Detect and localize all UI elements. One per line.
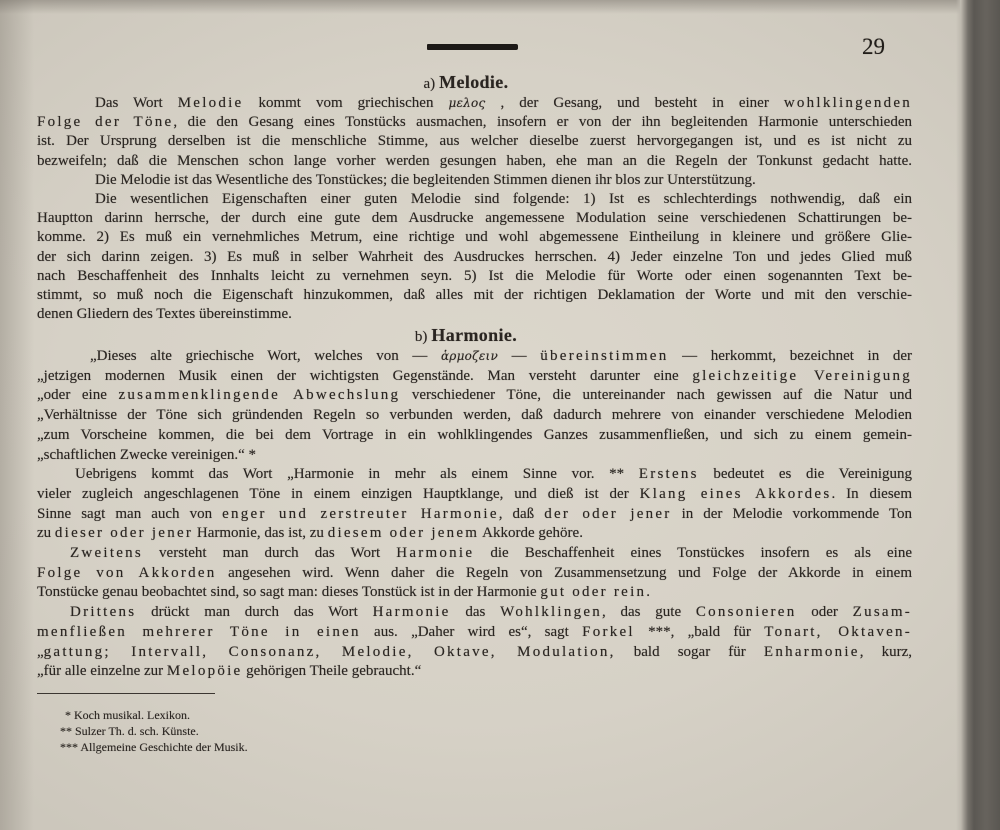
text-run: komme. 2) Es muß ein vernehmliches Metrum, eine richtige und wohl abgemessene Eintheilung in kleinere und größere Glie- bbox=[37, 229, 912, 246]
text-line bbox=[37, 248, 912, 267]
text-run: Zweitens bbox=[70, 545, 143, 562]
text-run: Die wesentlichen Eigenschaften einer guten Melodie sind folgende: 1) Ist es schlechterdings nothwendig, daß ein bbox=[95, 191, 912, 208]
text-run: bald sogar für bbox=[615, 643, 764, 660]
text-line bbox=[37, 426, 912, 446]
text-line bbox=[37, 347, 912, 367]
text-line bbox=[37, 603, 912, 623]
text-run: , das gute bbox=[602, 604, 696, 621]
text-line bbox=[37, 305, 912, 324]
text-line bbox=[37, 583, 912, 603]
footnote: ** Sulzer Th. d. sch. Künste. bbox=[60, 724, 199, 738]
text-run: Harmonie bbox=[372, 604, 451, 621]
text-line bbox=[37, 367, 912, 387]
text-line bbox=[37, 465, 912, 485]
text-run: wohlklingenden bbox=[783, 95, 912, 111]
text-run: ist. Der Ursprung derselben ist die menschliche Stimme, aus welcher dieselbe zuerst hervorgegangen ist, und es ist nicht zu bbox=[37, 133, 912, 150]
text-run: der sich darinn zeigen. 3) Es muß in selber Wahrheit des Ausdruckes herrschen. 4) Jeder einzelne Ton und jedes Glied muß bbox=[37, 248, 912, 265]
section-harmonie-text bbox=[37, 347, 912, 682]
text-run: stimmt, so muß noch die Eigenschaft hinzukommen, daß alles mit der richtigen Deklamation der Worte und mit den verschie- bbox=[37, 287, 912, 304]
text-run: Melodie bbox=[177, 95, 244, 111]
section-heading-harmonie bbox=[366, 324, 566, 346]
text-line bbox=[37, 643, 912, 663]
text-run: . In diesem bbox=[831, 485, 913, 502]
text-line bbox=[37, 190, 912, 209]
text-line bbox=[37, 505, 912, 525]
text-run: Sinne sagt man auch von bbox=[37, 505, 223, 522]
text-run: , der Gesang, und besteht in einer bbox=[485, 95, 784, 111]
section-title: Harmonie. bbox=[431, 325, 518, 345]
text-run: kommt vom griechischen bbox=[243, 95, 449, 111]
text-run: „schaftlichen Zwecke vereinigen.“ * bbox=[37, 446, 257, 463]
text-run: . bbox=[646, 584, 650, 601]
text-run: gattung; Intervall, Consonanz, Melodie, Oktave, Modulation, bbox=[43, 643, 616, 660]
scan-shadow-top bbox=[0, 0, 960, 14]
section-title: Melodie. bbox=[439, 72, 509, 92]
footnotes bbox=[60, 707, 248, 755]
page-edge-right bbox=[956, 0, 1000, 830]
text-run: bezweifeln; daß die Menschen schon lange vorher werden gesungen haben, ehe man an die Regeln der Tonkunst gedacht hatte. bbox=[37, 152, 912, 169]
text-line bbox=[37, 113, 912, 132]
text-run: oder bbox=[796, 604, 853, 621]
page-number: 29 bbox=[862, 34, 885, 59]
text-line bbox=[37, 267, 912, 286]
text-run: Wohlklingen bbox=[500, 604, 602, 621]
text-run: Klang eines Akkordes bbox=[639, 485, 832, 502]
text-run: , daß bbox=[498, 505, 545, 522]
text-run: Harmonie, das ist, zu bbox=[193, 525, 328, 542]
text-run: diesem oder jenem bbox=[327, 525, 480, 542]
text-run: versteht man durch das Wort bbox=[142, 545, 397, 562]
text-run: Enharmonie bbox=[763, 643, 860, 660]
text-run: „jetzigen modernen Musik einen der wichtigsten Gegenstände. Man versteht darunter eine bbox=[37, 367, 693, 384]
text-run: enger und zerstreuter Harmonie bbox=[222, 505, 499, 522]
header-ornament-rule bbox=[427, 44, 518, 50]
text-run: Melopöie bbox=[166, 663, 243, 680]
text-run: das bbox=[450, 604, 501, 621]
section-heading-melodie bbox=[366, 71, 566, 93]
text-run: bedeutet es die Vereinigung bbox=[698, 466, 912, 483]
text-run: in der Melodie vorkommende Ton bbox=[671, 505, 912, 522]
text-run: — bbox=[498, 348, 541, 364]
text-line bbox=[37, 386, 912, 406]
text-line bbox=[37, 485, 912, 505]
text-run: μελος bbox=[448, 96, 486, 110]
text-run: menfließen mehrerer Töne in einen bbox=[37, 623, 361, 640]
section-label: a) bbox=[423, 76, 436, 92]
text-run: Uebrigens kommt das Wort „Harmonie in mehr als einem Sinne vor. ** bbox=[75, 466, 639, 483]
text-run: ἁρμοζειν bbox=[440, 349, 499, 363]
text-run: zu bbox=[37, 525, 55, 542]
text-run: nach Beschaffenheit des Innhalts leicht zu vernehmen seyn. 5) Ist die Melodie für Worte oder einen sogenannten Text be- bbox=[37, 267, 912, 284]
text-run: übereinstimmen bbox=[540, 348, 669, 364]
text-line bbox=[37, 544, 912, 564]
text-run: Tonart, Oktaven- bbox=[764, 623, 913, 640]
text-run: gleichzeitige Vereinigung bbox=[692, 367, 913, 384]
text-line bbox=[37, 524, 912, 544]
text-run: Forkel bbox=[582, 623, 635, 640]
text-run: , die den Gesang eines Tonstücks ausmachen, insofern er von der ihn begleitenden Harmonie unterschieden bbox=[173, 114, 912, 131]
text-run: angesehen wird. Wenn daher die Regeln von Zusammensetzung und Folge der Akkorde in einem bbox=[216, 564, 912, 581]
text-line bbox=[37, 94, 912, 113]
text-line bbox=[37, 132, 912, 151]
text-line bbox=[37, 171, 912, 190]
text-run: vieler zugleich angeschlagenen Töne in einem einzigen Hauptklange, und dieß ist der bbox=[37, 485, 640, 502]
section-label: b) bbox=[414, 329, 428, 345]
footnote-rule bbox=[37, 693, 215, 694]
text-run: denen Gliedern des Textes übereinstimme. bbox=[37, 306, 292, 323]
footnote: *** Allgemeine Geschichte der Musik. bbox=[60, 740, 248, 754]
text-line bbox=[37, 564, 912, 584]
text-run: die Beschaffenheit eines Tonstückes insofern es als eine bbox=[474, 545, 912, 562]
text-run: der oder jener bbox=[544, 505, 672, 522]
text-line bbox=[37, 152, 912, 171]
text-run: Folge der Töne bbox=[37, 114, 174, 131]
text-run: dieser oder jener bbox=[54, 525, 194, 542]
text-run: , kurz, bbox=[859, 643, 912, 660]
text-run: verschiedener Töne, die untereinander nach gewissen auf die Natur und bbox=[400, 387, 912, 404]
text-run: zusammenklingende Abwechslung bbox=[118, 387, 401, 404]
text-line bbox=[37, 623, 912, 643]
text-run: Das Wort bbox=[95, 95, 178, 111]
text-run: Die Melodie ist das Wesentliche des Tonstückes; die begleitenden Stimmen dienen ihr blos zur Unterstützung. bbox=[95, 171, 756, 188]
text-run: Zusam- bbox=[852, 604, 912, 621]
text-run: Akkorde gehöre. bbox=[479, 525, 583, 542]
text-run: Consonieren bbox=[695, 604, 797, 621]
text-run: „für alle einzelne zur bbox=[37, 663, 167, 680]
text-run: Erstens bbox=[638, 466, 699, 483]
scan-shadow-left bbox=[0, 0, 34, 830]
text-run: Folge von Akkorden bbox=[37, 564, 217, 581]
text-run: „Verhältnisse der Töne sich gründenden Regeln so verbunden werden, daß dadurch mehrere von einander verschiedene Melodien bbox=[37, 407, 912, 424]
text-run: gehörigen Theile gebraucht.“ bbox=[242, 663, 422, 680]
text-run: „zum Vorscheine kommen, die bei dem Vortrage in ein wohlklingendes Ganzes zusammenfließen, und sich zu einem gemein- bbox=[37, 426, 912, 443]
text-line bbox=[37, 286, 912, 305]
text-run: Hauptton darinn herrsche, der durch eine gute dem Ausdrucke angemessene Modulation seine verschiedenen Schattirungen be- bbox=[37, 210, 912, 227]
text-run: „Dieses alte griechische Wort, welches von — bbox=[90, 348, 441, 364]
footnote: * Koch musikal. Lexikon. bbox=[65, 708, 190, 722]
text-line bbox=[37, 406, 912, 426]
text-run: „ bbox=[37, 643, 44, 660]
text-line bbox=[37, 228, 912, 247]
text-run: Drittens bbox=[70, 604, 137, 621]
text-run: „oder eine bbox=[37, 387, 119, 404]
text-run: gut oder rein bbox=[540, 584, 647, 601]
text-run: drückt man durch das Wort bbox=[136, 604, 373, 621]
section-melodie-text bbox=[37, 94, 912, 324]
text-line bbox=[37, 446, 912, 466]
text-line bbox=[37, 209, 912, 228]
text-run: ***, „bald für bbox=[634, 623, 765, 640]
text-line bbox=[37, 662, 912, 682]
text-run: — herkommt, bezeichnet in der bbox=[668, 348, 912, 364]
text-run: Harmonie bbox=[396, 545, 475, 562]
text-run: aus. „Daher wird es“, sagt bbox=[360, 623, 583, 640]
text-run: Tonstücke genau beobachtet sind, so sagt man: dieses Tonstück ist in der Harmonie bbox=[37, 584, 541, 601]
